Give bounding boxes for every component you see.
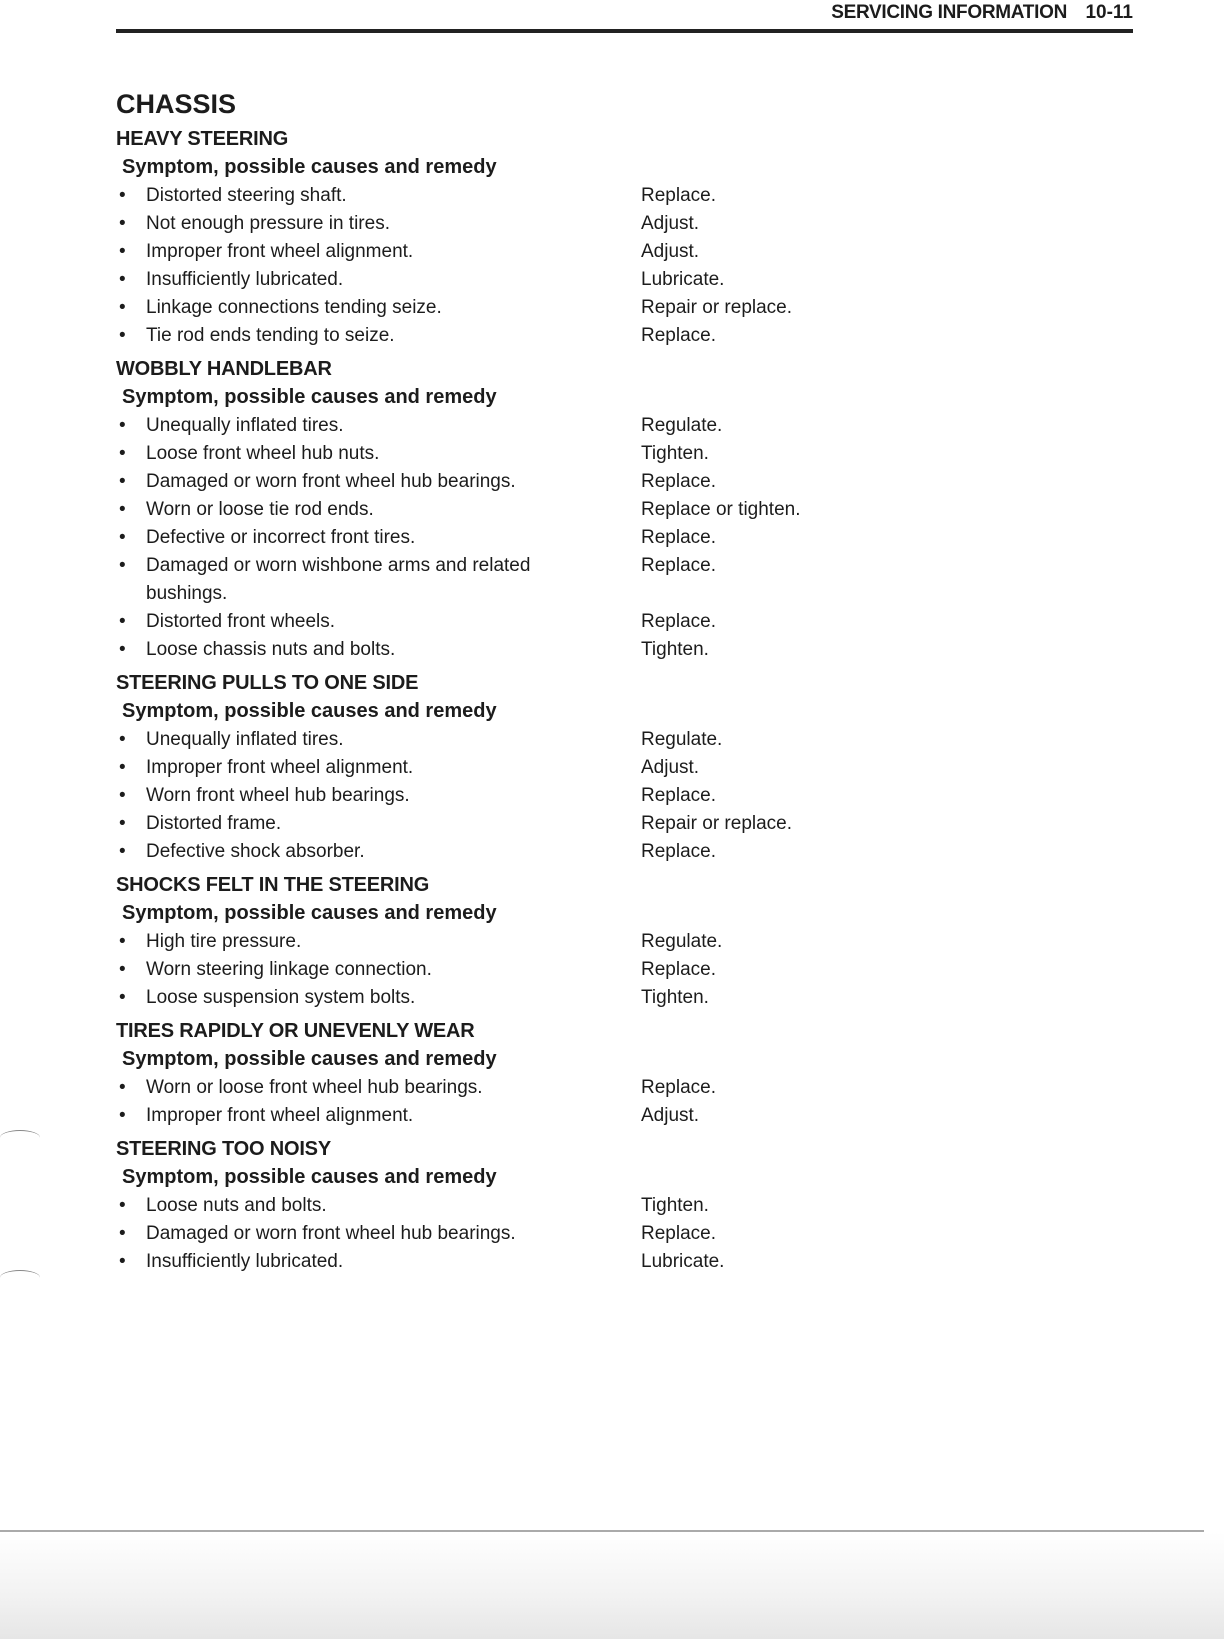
list-item — [116, 1220, 836, 1248]
list-item — [116, 552, 836, 608]
bullet-icon: • — [119, 297, 126, 318]
list-item — [116, 984, 836, 1012]
remedy-text: Lubricate. — [641, 269, 725, 290]
cause-text: Worn front wheel hub bearings. — [146, 785, 410, 806]
cause-text: Distorted steering shaft. — [146, 185, 347, 206]
cause-text: Insufficiently lubricated. — [146, 269, 344, 290]
list-item — [116, 1074, 836, 1102]
symptom-heading: Symptom, possible causes and remedy — [122, 700, 497, 722]
symptom-heading: Symptom, possible causes and remedy — [122, 902, 497, 924]
cause-text: Tie rod ends tending to seize. — [146, 325, 395, 346]
bullet-icon: • — [119, 1195, 126, 1216]
group-title: TIRES RAPIDLY OR UNEVENLY WEAR — [116, 1020, 475, 1042]
bullet-icon: • — [119, 269, 126, 290]
cause-text: Loose nuts and bolts. — [146, 1195, 327, 1216]
cause-text: Defective or incorrect front tires. — [146, 527, 416, 548]
bullet-icon: • — [119, 729, 126, 750]
trouble-group — [116, 356, 836, 664]
cause-text: Damaged or worn front wheel hub bearings. — [146, 471, 516, 492]
cause-text: Unequally inflated tires. — [146, 729, 344, 750]
bullet-icon: • — [119, 1223, 126, 1244]
list-item — [116, 782, 836, 810]
trouble-group — [116, 670, 836, 866]
cause-text: Loose front wheel hub nuts. — [146, 443, 380, 464]
remedy-text: Replace. — [641, 471, 716, 492]
list-item — [116, 1248, 836, 1276]
cause-text: Worn steering linkage connection. — [146, 959, 432, 980]
cause-text: Worn or loose front wheel hub bearings. — [146, 1077, 483, 1098]
list-item — [116, 440, 836, 468]
remedy-text: Tighten. — [641, 1195, 709, 1216]
trouble-group — [116, 1018, 836, 1130]
bullet-icon: • — [119, 813, 126, 834]
list-item — [116, 928, 836, 956]
bullet-icon: • — [119, 415, 126, 436]
group-title: WOBBLY HANDLEBAR — [116, 358, 332, 380]
remedy-text: Replace. — [641, 1223, 716, 1244]
remedy-text: Replace. — [641, 325, 716, 346]
bullet-icon: • — [119, 785, 126, 806]
remedy-text: Replace. — [641, 527, 716, 548]
remedy-text: Replace. — [641, 959, 716, 980]
cause-text: Loose chassis nuts and bolts. — [146, 639, 396, 660]
bullet-icon: • — [119, 1105, 126, 1126]
remedy-text: Adjust. — [641, 241, 700, 262]
bullet-icon: • — [119, 499, 126, 520]
list-item — [116, 412, 836, 440]
bullet-icon: • — [119, 931, 126, 952]
bullet-icon: • — [119, 555, 126, 576]
remedy-text: Replace. — [641, 185, 716, 206]
section-title: CHASSIS — [116, 89, 237, 119]
cause-text: Damaged or worn wishbone arms and related bushings. — [146, 555, 531, 604]
cause-text: Distorted frame. — [146, 813, 282, 834]
trouble-group — [116, 126, 836, 350]
bullet-icon: • — [119, 1251, 126, 1272]
cause-text: Damaged or worn front wheel hub bearings. — [146, 1223, 516, 1244]
cause-text: Improper front wheel alignment. — [146, 757, 414, 778]
group-title: STEERING PULLS TO ONE SIDE — [116, 672, 419, 694]
trouble-group — [116, 872, 836, 1012]
remedy-text: Regulate. — [641, 729, 723, 750]
remedy-text: Replace or tighten. — [641, 499, 801, 520]
remedy-text: Tighten. — [641, 639, 709, 660]
remedy-text: Replace. — [641, 1077, 716, 1098]
bullet-icon: • — [119, 213, 126, 234]
header-title: SERVICING INFORMATION — [831, 2, 1067, 23]
group-title: STEERING TOO NOISY — [116, 1138, 331, 1160]
cause-text: Loose suspension system bolts. — [146, 987, 416, 1008]
bullet-icon: • — [119, 841, 126, 862]
list-item — [116, 838, 836, 866]
cause-text: Improper front wheel alignment. — [146, 241, 414, 262]
cause-text: Worn or loose tie rod ends. — [146, 499, 374, 520]
remedy-text: Adjust. — [641, 213, 700, 234]
bullet-icon: • — [119, 527, 126, 548]
remedy-text: Adjust. — [641, 1105, 700, 1126]
bullet-icon: • — [119, 185, 126, 206]
symptom-heading: Symptom, possible causes and remedy — [122, 1048, 497, 1070]
remedy-text: Lubricate. — [641, 1251, 725, 1272]
page-bottom-edge — [0, 1530, 1204, 1532]
list-item — [116, 810, 836, 838]
remedy-text: Repair or replace. — [641, 813, 793, 834]
chassis-section — [116, 88, 836, 1276]
bullet-icon: • — [119, 639, 126, 660]
cause-text: Not enough pressure in tires. — [146, 213, 390, 234]
list-item — [116, 636, 836, 664]
list-item — [116, 182, 836, 210]
binding-hole-mark — [0, 1270, 40, 1285]
bullet-icon: • — [119, 757, 126, 778]
remedy-text: Regulate. — [641, 415, 723, 436]
cause-text: Insufficiently lubricated. — [146, 1251, 344, 1272]
list-item — [116, 322, 836, 350]
group-title: HEAVY STEERING — [116, 128, 289, 150]
list-item — [116, 726, 836, 754]
group-title: SHOCKS FELT IN THE STEERING — [116, 874, 430, 896]
bullet-icon: • — [119, 959, 126, 980]
cause-text: Defective shock absorber. — [146, 841, 365, 862]
list-item — [116, 266, 836, 294]
remedy-text: Replace. — [641, 841, 716, 862]
symptom-heading: Symptom, possible causes and remedy — [122, 386, 497, 408]
bullet-icon: • — [119, 1077, 126, 1098]
remedy-text: Tighten. — [641, 987, 709, 1008]
cause-text: Distorted front wheels. — [146, 611, 336, 632]
bullet-icon: • — [119, 325, 126, 346]
list-item — [116, 608, 836, 636]
remedy-text: Tighten. — [641, 443, 709, 464]
remedy-text: Replace. — [641, 611, 716, 632]
remedy-text: Replace. — [641, 555, 716, 576]
binding-hole-mark — [0, 1130, 40, 1145]
bullet-icon: • — [119, 611, 126, 632]
list-item — [116, 1102, 836, 1130]
remedy-text: Adjust. — [641, 757, 700, 778]
list-item — [116, 210, 836, 238]
page-number: 10-11 — [1085, 2, 1133, 23]
cause-text: Linkage connections tending seize. — [146, 297, 442, 318]
list-item — [116, 468, 836, 496]
list-item — [116, 1192, 836, 1220]
page-bottom-shadow — [0, 1532, 1224, 1639]
list-item — [116, 294, 836, 322]
bullet-icon: • — [119, 471, 126, 492]
list-item — [116, 754, 836, 782]
bullet-icon: • — [119, 443, 126, 464]
remedy-text: Repair or replace. — [641, 297, 793, 318]
cause-text: Improper front wheel alignment. — [146, 1105, 414, 1126]
remedy-text: Regulate. — [641, 931, 723, 952]
page-header — [116, 0, 1133, 33]
list-item — [116, 496, 836, 524]
symptom-heading: Symptom, possible causes and remedy — [122, 1166, 497, 1188]
list-item — [116, 956, 836, 984]
cause-text: High tire pressure. — [146, 931, 302, 952]
bullet-icon: • — [119, 987, 126, 1008]
trouble-group — [116, 1136, 836, 1276]
symptom-heading: Symptom, possible causes and remedy — [122, 156, 497, 178]
cause-text: Unequally inflated tires. — [146, 415, 344, 436]
bullet-icon: • — [119, 241, 126, 262]
troubleshooting-groups — [116, 126, 836, 1276]
remedy-text: Replace. — [641, 785, 716, 806]
list-item — [116, 524, 836, 552]
list-item — [116, 238, 836, 266]
